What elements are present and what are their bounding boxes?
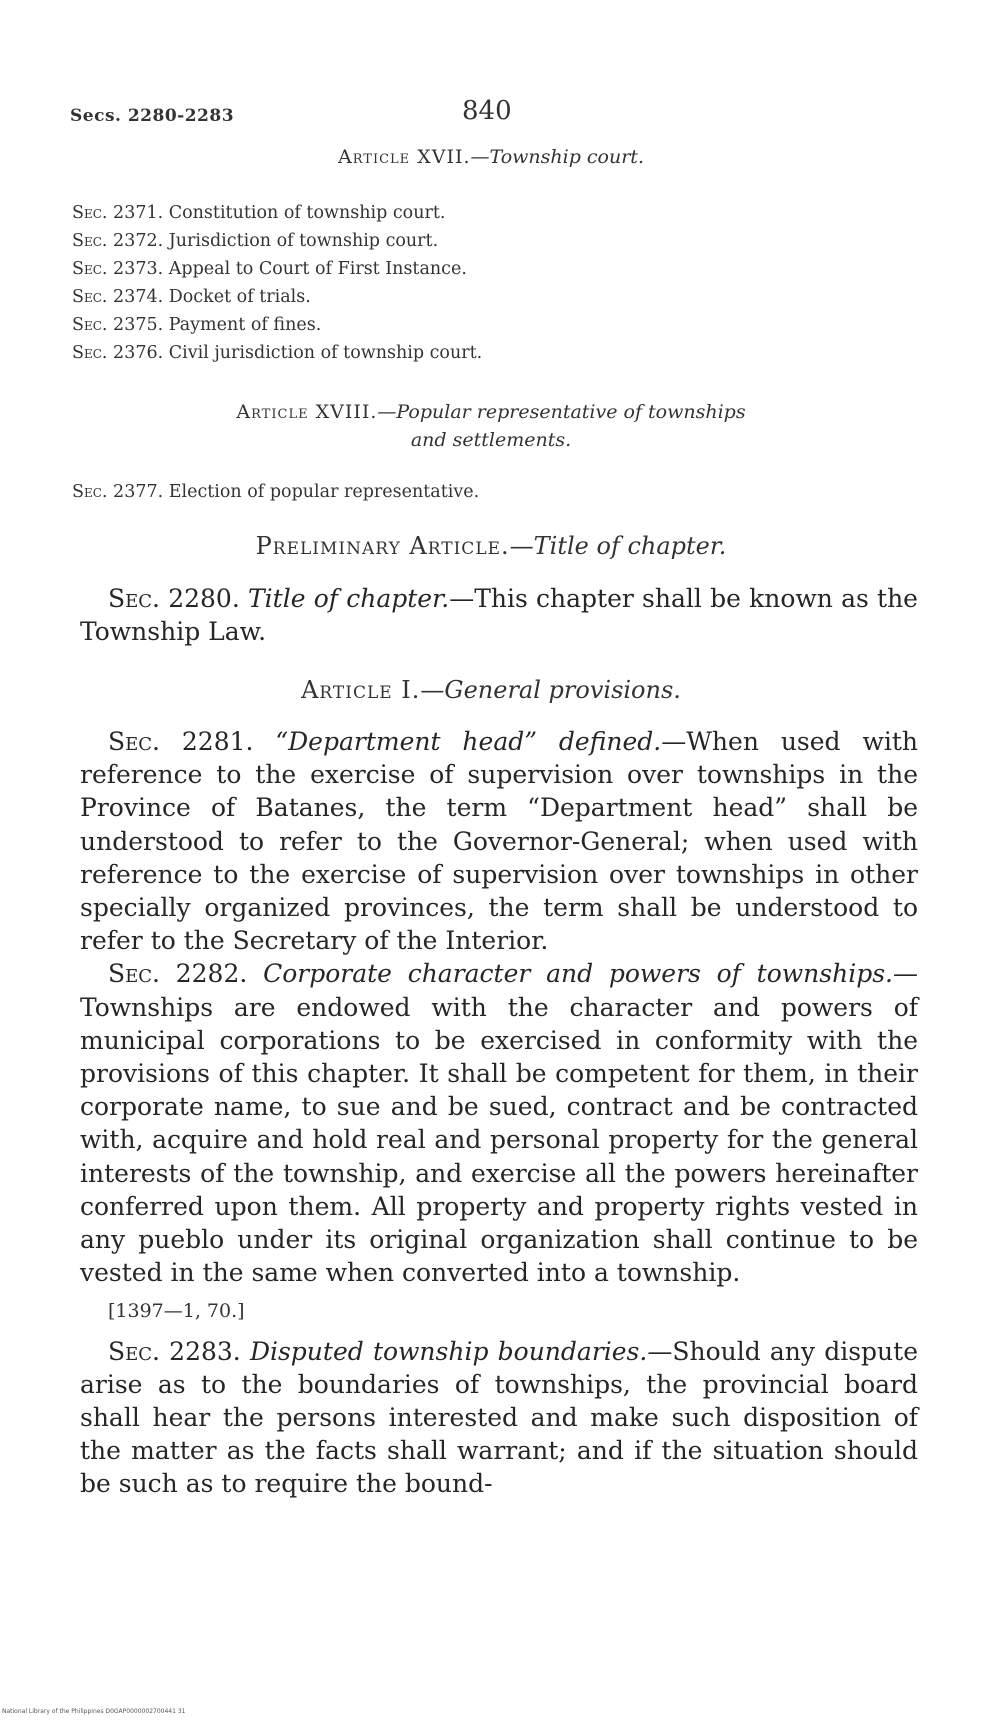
section-range: Secs. 2280-2283 (70, 106, 235, 126)
article-xvii-contents (72, 199, 482, 367)
article-i-heading (0, 676, 982, 704)
section-number: Sec. 2372. (72, 231, 164, 251)
section-caption: Disputed township boundaries. (249, 1336, 648, 1366)
article-xviii-contents (72, 478, 479, 506)
contents-row (72, 339, 482, 367)
article-i-title: —General provisions. (420, 676, 681, 704)
article-xvii-title: —Township court. (470, 146, 644, 168)
section-number: Sec. 2376. (72, 343, 164, 363)
section-number: Sec. 2280. (108, 584, 240, 613)
citation: [1397—1, 70.] (108, 1300, 245, 1323)
contents-row (72, 199, 482, 227)
section-number: Sec. 2375. (72, 315, 164, 335)
scan-footer: National Library of the Philippines D0GAP0000002700441 31 (2, 1708, 186, 1715)
article-xvii-heading (0, 146, 982, 168)
contents-row (72, 283, 482, 311)
contents-row (72, 478, 479, 506)
section-2282 (80, 957, 918, 1289)
article-xviii-title-line-2: and settlements. (410, 429, 572, 451)
section-title: Docket of trials. (168, 287, 311, 307)
page-number: 840 (462, 96, 512, 126)
section-2280 (80, 582, 918, 648)
section-2280-text (80, 582, 918, 648)
section-body: —This chapter shall be known as the Township Law. (80, 584, 918, 647)
section-number: Sec. 2283. (108, 1336, 241, 1366)
running-head (70, 96, 920, 136)
section-title: Payment of fines. (168, 315, 322, 335)
section-title: Constitution of township court. (168, 203, 446, 223)
article-xvii-prefix: Article XVII. (338, 146, 471, 168)
section-body: —Should any dispute arise as to the boundaries of townships, the provincial board shall hear the persons interested and make such disposition of the matter as the facts shall warrant; and if the situation should be such as to require the bound- (80, 1336, 918, 1499)
preliminary-article-prefix: Preliminary Article. (255, 532, 510, 560)
section-number: Sec. 2371. (72, 203, 164, 223)
article-xviii-prefix: Article XVIII. (236, 401, 378, 423)
section-title: Election of popular representative. (168, 482, 480, 502)
preliminary-article-title: —Title of chapter. (509, 532, 727, 560)
section-number: Sec. 2373. (72, 259, 164, 279)
section-number: Sec. 2281. (108, 727, 254, 756)
article-xviii-heading (0, 398, 982, 454)
section-title: Appeal to Court of First Instance. (168, 259, 467, 279)
section-body: —When used with reference to the exercise of supervision over townships in the Province of Batanes, the term “Department head” shall be understood to refer to the Governor-General; when used with reference to the exercise of supervision over townships in other specially organized provinces, the term shall be understood to refer to the Secretary of the Interior. (80, 727, 918, 956)
section-number: Sec. 2377. (72, 482, 164, 502)
section-number: Sec. 2374. (72, 287, 164, 307)
section-2281 (80, 725, 918, 957)
article-i-prefix: Article I. (301, 676, 421, 704)
section-body: —Townships are endowed with the character and powers of municipal corporations to be exercised in conformity with the provisions of this chapter. It shall be competent for them, in their corporate name, to sue and be sued, contract and be contracted with, acquire and hold real and personal property for the general interests of the township, and exercise all the powers hereinafter conferred upon them. All property and property rights vested in any pueblo under its original organization shall continue to be vested in the same when converted into a township. (80, 959, 918, 1288)
section-caption: Title of chapter. (247, 584, 450, 613)
sections-2281-2283-text (80, 725, 918, 1501)
contents-row (72, 255, 482, 283)
article-xviii-title-line-1: —Popular representative of townships (377, 401, 746, 423)
section-number: Sec. 2282. (108, 959, 248, 989)
section-caption: “Department head” defined. (275, 727, 662, 756)
section-2283 (80, 1335, 918, 1501)
article-xviii-heading-line-1 (0, 398, 982, 426)
contents-row (72, 311, 482, 339)
preliminary-article-heading (0, 532, 982, 560)
section-title: Jurisdiction of township court. (168, 231, 439, 251)
section-title: Civil jurisdiction of township court. (168, 343, 483, 363)
section-caption: Corporate character and powers of townships. (263, 959, 893, 989)
contents-row (72, 227, 482, 255)
